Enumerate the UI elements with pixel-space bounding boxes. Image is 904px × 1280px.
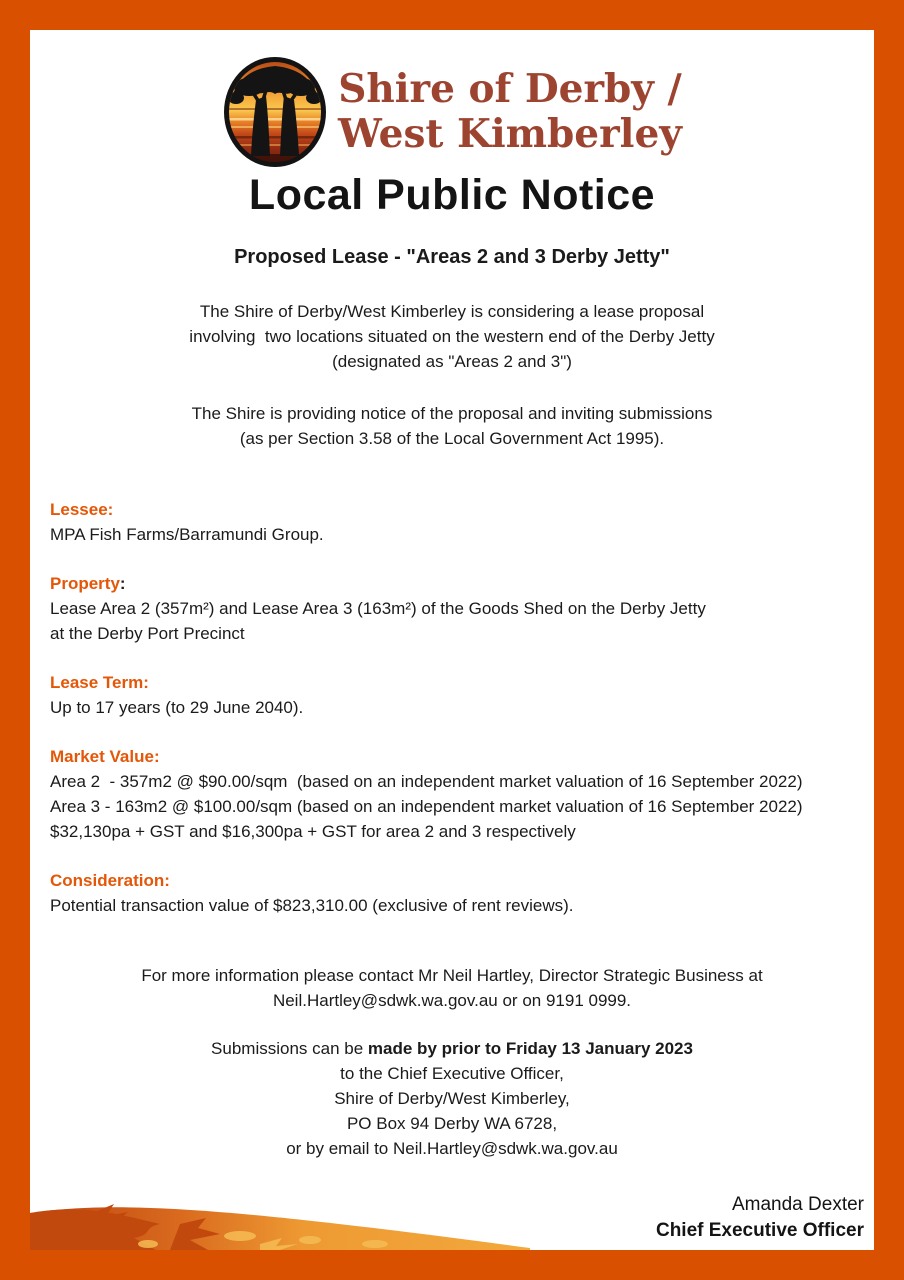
intro-paragraph-2 (30, 401, 874, 451)
section-text: at the Derby Port Precinct (50, 624, 245, 643)
page-title: Local Public Notice (248, 171, 656, 219)
section-label: Property (50, 574, 120, 593)
intro-paragraph-1 (30, 299, 874, 374)
signatory-title: Chief Executive Officer (655, 1220, 864, 1241)
intro-line: The Shire is providing notice of the proposal and inviting submissions (191, 404, 713, 423)
section-heading: Property: (50, 574, 126, 593)
submissions-line: Shire of Derby/West Kimberley, (334, 1089, 570, 1108)
section-lease-term (50, 670, 854, 720)
shire-name-line1: Shire of Derby / (338, 66, 682, 112)
section-heading (50, 497, 854, 522)
intro-line: (designated as "Areas 2 and 3") (332, 352, 572, 371)
section-label: Market Value: (50, 747, 160, 766)
section-text: MPA Fish Farms/Barramundi Group. (50, 525, 324, 544)
submissions-deadline-line: Submissions can be made by prior to Friday 13 January 2023 (211, 1039, 693, 1058)
section-text: Lease Area 2 (357m²) and Lease Area 3 (163m²) of the Goods Shed on the Derby Jetty (50, 599, 706, 618)
signatory-name: Amanda Dexter (731, 1194, 864, 1215)
section-text: Up to 17 years (to 29 June 2040). (50, 698, 304, 717)
intro-line: involving two locations situated on the western end of the Derby Jetty (189, 327, 715, 346)
section-heading (50, 868, 854, 893)
lease-details (30, 497, 874, 918)
section-property (50, 571, 854, 646)
intro-paragraphs (30, 299, 874, 451)
section-text: Area 2 - 357m2 @ $90.00/sqm (based on an independent market valuation of 16 September 2022) (50, 772, 803, 791)
section-consideration (50, 868, 854, 918)
signature-block (648, 1192, 864, 1244)
section-lessee (50, 497, 854, 547)
submissions-info (30, 1036, 874, 1161)
section-label: Lease Term: (50, 673, 149, 692)
submissions-line: to the Chief Executive Officer, (340, 1064, 564, 1083)
header (30, 30, 874, 168)
shire-name-title (338, 67, 682, 157)
notice-page (30, 30, 874, 1250)
notice-subject: Proposed Lease - "Areas 2 and 3 Derby Jetty" (234, 246, 670, 268)
footer-wave-decoration (30, 1198, 530, 1250)
section-market-value (50, 744, 854, 844)
intro-line: The Shire of Derby/West Kimberley is considering a lease proposal (199, 302, 705, 321)
section-text: Area 3 - 163m2 @ $100.00/sqm (based on an independent market valuation of 16 September 2022) (50, 797, 803, 816)
contact-info (30, 963, 874, 1013)
contact-line: For more information please contact Mr Neil Hartley, Director Strategic Business at (141, 966, 763, 985)
submissions-line: or by email to Neil.Hartley@sdwk.wa.gov.au (286, 1139, 618, 1158)
intro-line: (as per Section 3.58 of the Local Government Act 1995). (239, 429, 665, 448)
section-text: Potential transaction value of $823,310.00 (exclusive of rent reviews). (50, 896, 574, 915)
submissions-line: PO Box 94 Derby WA 6728, (346, 1114, 558, 1133)
section-heading (50, 744, 854, 769)
section-heading (50, 670, 854, 695)
shire-name-line2: West Kimberley (338, 111, 682, 157)
submissions-deadline: made by prior to Friday 13 January 2023 (367, 1039, 693, 1058)
contact-line: Neil.Hartley@sdwk.wa.gov.au or on 9191 0999. (272, 991, 632, 1010)
shire-boab-sunset-logo-icon (222, 56, 328, 168)
section-text: $32,130pa + GST and $16,300pa + GST for area 2 and 3 respectively (50, 822, 576, 841)
section-label: Consideration: (50, 871, 170, 890)
section-label: Lessee: (50, 500, 114, 519)
